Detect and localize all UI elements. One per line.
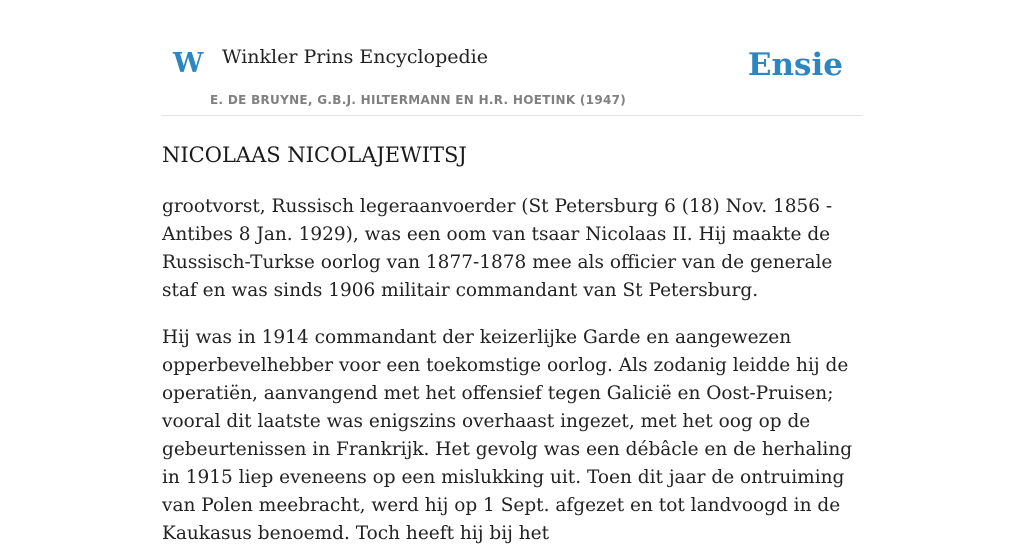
- ensie-logo[interactable]: Ensie: [747, 47, 843, 83]
- entry-title: NICOLAAS NICOLAJEWITSJ: [162, 143, 467, 167]
- encyclopedia-title-link[interactable]: Winkler Prins Encyclopedie: [222, 46, 488, 68]
- winkler-prins-logo-icon[interactable]: W: [173, 48, 204, 79]
- article-header: [162, 0, 862, 116]
- entry-paragraph: Hij was in 1914 commandant der keizerlijke Garde en aangewezen opperbevelhebber voor een toekomstige oorlog. Als zodanig leidde hij de operatiën, aanvangend met het offensief tegen Galicië en Oost-Pruisen; vooral dit laatste was enigszins overhaast ingezet, met het oog op de gebeurtenissen in Frankrijk. Het gevolg was een débâcle en de herhaling in 1915 liep eveneens op een mislukking uit. Toen dit jaar de ontruiming van Polen meebracht, werd hij op 1 Sept. afgezet en tot landvoogd in de Kaukasus benoemd. Toch heeft hij bij het: [162, 327, 853, 545]
- article-page: [162, 0, 862, 548]
- authors-byline: E. DE BRUYNE, G.B.J. HILTERMANN EN H.R. HOETINK (1947): [210, 93, 627, 107]
- entry-paragraph: grootvorst, Russisch legeraanvoerder (St Petersburg 6 (18) Nov. 1856 - Antibes 8 Jan. 1929), was een oom van tsaar Nicolaas II. Hij maakte de Russisch-Turkse oorlog van 1877-1878 mee als officier van de generale staf en was sinds 1906 militair commandant van St Petersburg.: [162, 196, 833, 302]
